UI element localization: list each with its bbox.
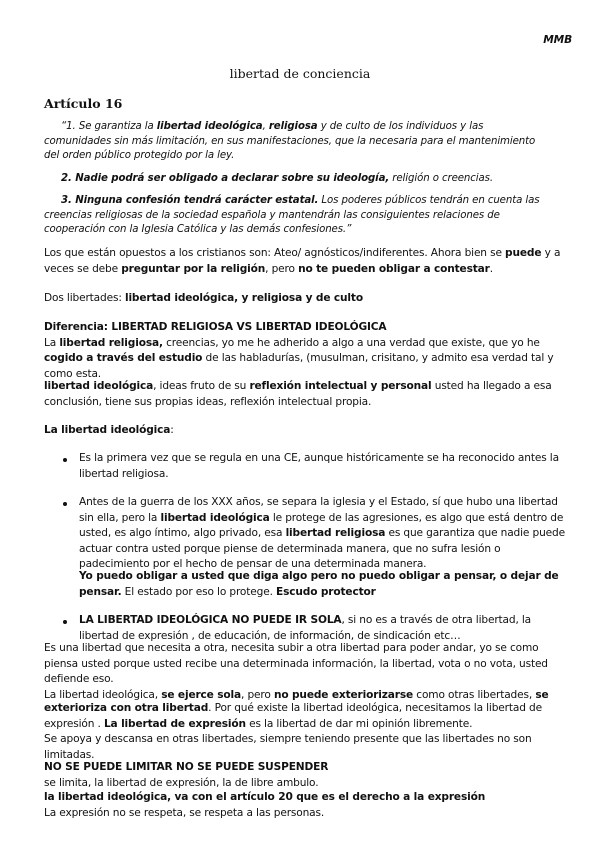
bullet2-line6: Yo puedo obligar a usted que diga algo pero no puedo obligar a pensar, o dejar de (79, 570, 559, 582)
bullet2-line7: pensar. El estado por eso lo protege. Escudo protector (79, 585, 376, 598)
closing-line1: Es una libertad que necesita a otra, necesita subir a otra libertad para poder andar, yo se como (44, 642, 539, 654)
article-p1-line1: “1. Se garantiza la libertad ideológica, religiosa y de culto de los individuos y las (61, 121, 484, 132)
bullet1-line1: Es la primera vez que se regula en una CE, aunque históricamente se ha reconocido antes la (79, 452, 559, 464)
page-title: libertad de conciencia (229, 66, 371, 81)
author-initials: MMB (543, 34, 572, 46)
closing-line11: la libertad ideológica, va con el artículo 20 que es el derecho a la expresión (44, 791, 486, 803)
opposed-line2: veces se debe preguntar por la religión, pero no te pueden obligar a contestar. (44, 262, 493, 275)
article-p1-line3: del orden público protegido por la ley. (44, 150, 235, 161)
article-p3-line1: 3. Ninguna confesión tendrá carácter estatal. Los poderes públicos tendrán en cuenta las (61, 195, 540, 206)
closing-line10: se limita, la libertad de expresión, la de libre ambulo. (44, 776, 319, 789)
bullet3-line2: libertad de expresión , de educación, de información, de sindicación etc… (79, 629, 461, 642)
bullet2-line4: actuar contra usted porque piense de determinada manera, que no sufra lesión o (79, 542, 501, 555)
opposed-line1: Los que están opuestos a los cristianos son: Ateo/ agnósticos/indiferentes. Ahora bien se puede y a (44, 247, 561, 259)
closing-line9: NO SE PUEDE LIMITAR NO SE PUEDE SUSPENDER (44, 761, 329, 773)
difference-line3: como esta. (44, 367, 102, 380)
closing-line6: expresión . La libertad de expresión es la libertad de dar mi opinión libremente. (44, 717, 473, 730)
bullet-dot (63, 502, 67, 506)
closing-line12: La expresión no se respeta, se respeta a las personas. (44, 806, 325, 819)
two-freedoms: Dos libertades: libertad ideológica, y religiosa y de culto (44, 292, 363, 304)
closing-line5: exterioriza con otra libertad. Por qué existe la libertad ideológica, necesitamos la libertad de (44, 702, 542, 714)
closing-line7: Se apoya y descansa en otras libertades, siempre teniendo presente que las libertades no son (44, 733, 532, 745)
difference-line1: La libertad religiosa, creencias, yo me he adherido a algo a una verdad que existe, que yo he (44, 336, 540, 349)
article-p1-line2: comunidades sin más limitación, en sus manifestaciones, que la necesaria para el mantenimiento (44, 135, 536, 147)
difference-heading: Diferencia: LIBERTAD RELIGIOSA VS LIBERTAD IDEOLÓGICA (44, 321, 387, 333)
bullet-dot (63, 458, 67, 462)
difference-line4: libertad ideológica, ideas fruto de su reflexión intelectual y personal usted ha llegado a esa (44, 380, 552, 392)
article-p2: 2. Nadie podrá ser obligado a declarar sobre su ideología, religión o creencias. (61, 173, 493, 184)
article-p3-line3: cooperación con la Iglesia Católica y las demás confesiones.” (44, 224, 352, 235)
difference-line2: cogido a través del estudio de las habladurías, (musulman, crisitano, y admito esa verdad tal y (44, 352, 554, 364)
bullet2-line1: Antes de la guerra de los XXX años, se separa la iglesia y el Estado, sí que hubo una libertad (79, 496, 558, 508)
bullet2-line5: padecimiento por el hecho de pensar de una determinada manera. (79, 558, 427, 570)
closing-line2: piensa usted porque usted recibe una determinada información, la libertad, vota o no vota, usted (44, 657, 548, 670)
article-heading: Artículo 16 (44, 96, 123, 111)
closing-line3: defiende eso. (44, 673, 114, 685)
difference-line5: conclusión, tiene sus propias ideas, reflexión intelectual propia. (44, 395, 372, 408)
bullet-dot (63, 620, 67, 624)
ideological-heading: La libertad ideológica: (44, 424, 174, 436)
bullet3-line1: LA LIBERTAD IDEOLÓGICA NO PUEDE IR SOLA, si no es a través de otra libertad, la (79, 614, 532, 626)
closing-line8: limitadas. (44, 748, 95, 761)
bullet2-line2: sin ella, pero la libertad ideológica le protege de las agresiones, es algo que está dentro de (79, 511, 564, 524)
bullet1-line2: libertad religiosa. (79, 467, 169, 480)
article-p3-line2: creencias religiosas de la sociedad española y mantendrán las consiguientes relaciones de (44, 209, 500, 221)
bullet2-line3: usted, es algo íntimo, algo privado, esa libertad religiosa es que garantiza que nadie puede (79, 527, 565, 539)
closing-line4: La libertad ideológica, se ejerce sola, pero no puede exteriorizarse como otras libertades, se (44, 688, 549, 701)
